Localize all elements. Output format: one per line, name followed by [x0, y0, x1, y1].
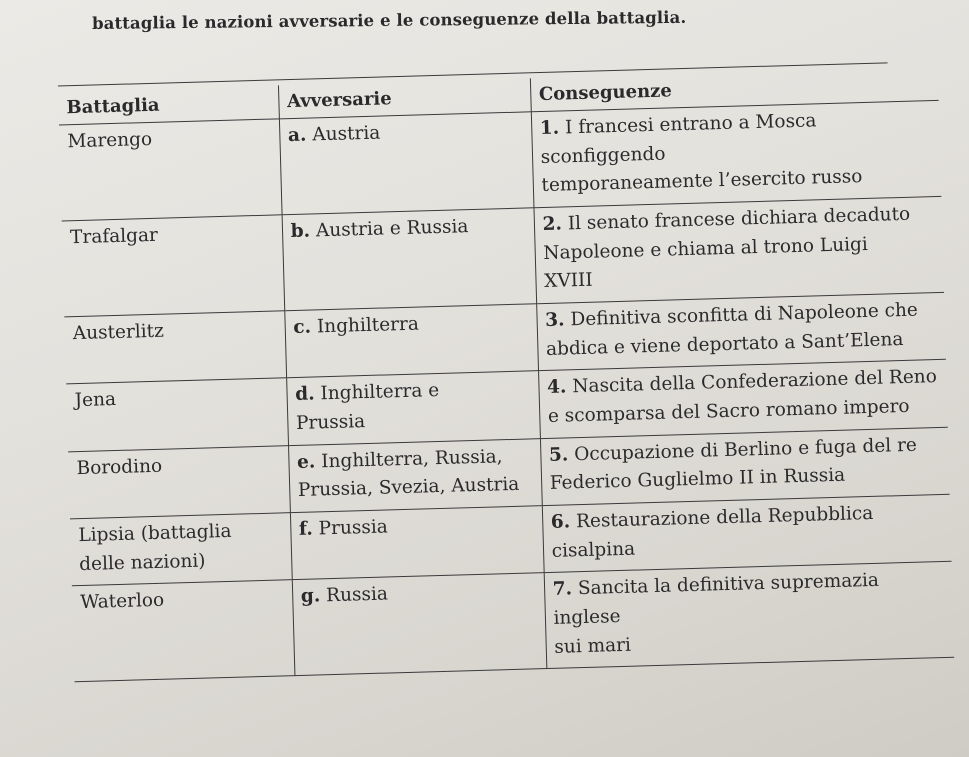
consequence-number: 4. — [546, 376, 567, 399]
consequence-number: 2. — [542, 213, 563, 235]
consequence-cell — [544, 562, 954, 669]
opponents-cell — [279, 112, 534, 215]
table-body — [59, 100, 954, 682]
consequence-cell — [534, 196, 944, 303]
opponents-letter: c. — [293, 316, 312, 338]
opponents-text: Inghilterra — [316, 313, 420, 338]
opponents-text: Austria e Russia — [315, 216, 469, 242]
opponents-cell — [292, 573, 547, 676]
consequence-text: Nascita della Confederazione del Reno e scomparsa del Sacro romano impero — [547, 366, 938, 427]
battle-name: Trafalgar — [62, 215, 285, 317]
consequence-number: 1. — [539, 117, 560, 139]
consequence-text: Definitiva sconfitta di Napoleone che abdica e viene deportato a Sant’Elena — [545, 299, 919, 360]
header-battaglia: Battaglia — [58, 85, 279, 125]
opponents-cell — [290, 506, 544, 580]
opponents-letter: e. — [296, 451, 316, 473]
consequence-text: Sancita la definitiva supremazia inglese sui mari — [553, 570, 880, 658]
battle-name: Jena — [66, 378, 288, 451]
opponents-cell — [286, 371, 540, 445]
battles-table — [58, 67, 954, 683]
consequence-number: 6. — [550, 511, 571, 533]
opponents-cell — [288, 438, 542, 512]
header-conseguenze: Conseguenze — [530, 67, 939, 112]
consequence-cell — [540, 427, 950, 506]
opponents-text: Inghilterra e Prussia — [295, 380, 440, 434]
consequence-text: Occupazione di Berlino e fuga del re Federico Guglielmo II in Russia — [549, 434, 918, 495]
consequence-cell — [538, 360, 948, 439]
consequence-text: Restaurazione della Repubblica cisalpina — [551, 502, 874, 562]
battle-name: Waterloo — [72, 580, 295, 682]
battle-name: Austerlitz — [64, 311, 286, 384]
consequence-text: Il senato francese dichiara decaduto Napoleone e chiama al trono Luigi XVIII — [543, 203, 911, 293]
consequence-cell — [536, 292, 946, 371]
opponents-text: Austria — [312, 122, 381, 146]
opponents-letter: a. — [287, 124, 307, 146]
consequence-text: I francesi entrano a Mosca sconfiggendo temporaneamente l’esercito russo — [540, 110, 863, 197]
consequence-cell — [542, 494, 952, 573]
opponents-letter: b. — [290, 220, 311, 242]
opponents-text: Russia — [325, 583, 389, 607]
opponents-text: Prussia — [318, 516, 389, 540]
opponents-text: Inghilterra, Russia, Prussia, Svezia, Austria — [297, 445, 520, 502]
battle-name: Borodino — [68, 445, 290, 518]
opponents-letter: f. — [298, 518, 314, 540]
opponents-cell — [284, 304, 538, 378]
opponents-letter: g. — [300, 585, 321, 608]
consequence-cell — [531, 100, 941, 207]
consequence-number: 3. — [544, 309, 565, 331]
battle-name: Marengo — [59, 119, 282, 221]
consequence-number: 5. — [548, 444, 569, 466]
opponents-cell — [282, 208, 537, 311]
header-avversarie: Avversarie — [278, 78, 531, 118]
battle-name: Lipsia (battaglia delle nazioni) — [70, 513, 292, 586]
instruction-heading: battaglia le nazioni avversarie e le conseguenze della battaglia. — [92, 7, 687, 33]
opponents-letter: d. — [294, 383, 315, 406]
consequence-number: 7. — [552, 578, 573, 601]
